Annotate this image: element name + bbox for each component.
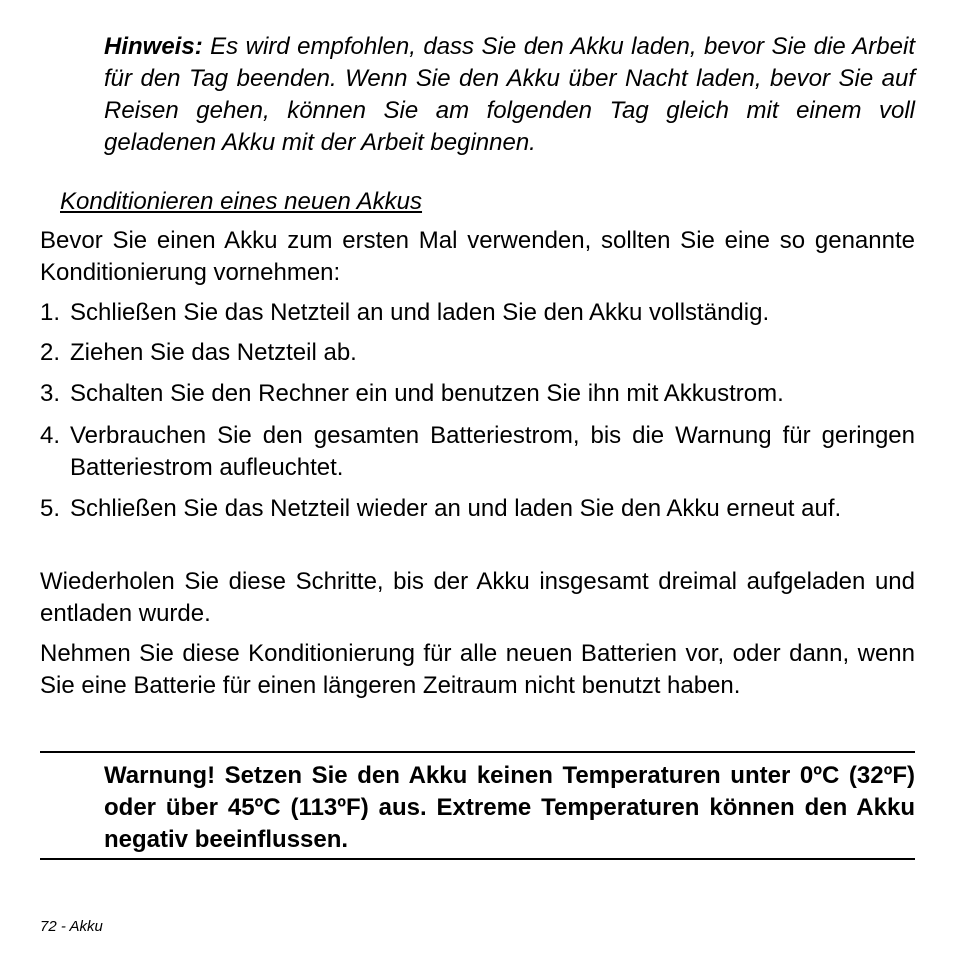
list-number: 4. <box>40 422 61 449</box>
list-item <box>40 297 915 329</box>
list-text: Schalten Sie den Rechner ein und benutzen Sie ihn mit Akkustrom. <box>70 380 784 407</box>
repeat-paragraph: Wiederholen Sie diese Schritte, bis der Akku insgesamt dreimal aufgeladen und entladen wurde. <box>40 568 915 627</box>
list-item <box>40 420 915 484</box>
list-item <box>40 378 915 410</box>
page-footer: 72 - Akku <box>40 918 103 935</box>
advice-paragraph: Nehmen Sie diese Konditionierung für alle neuen Batterien vor, oder dann, wenn Sie eine Batterie für einen längeren Zeitraum nicht benutzt haben. <box>40 640 915 699</box>
list-item <box>40 493 915 525</box>
list-number: 2. <box>40 339 61 366</box>
warning-text: Warnung! Setzen Sie den Akku keinen Temperaturen unter 0ºC (32ºF) oder über 45ºC (113ºF) aus. Extreme Temperaturen können den Akku negativ beeinflussen. <box>104 762 915 853</box>
list-text: Ziehen Sie das Netzteil ab. <box>70 339 357 366</box>
list-number: 5. <box>40 495 61 522</box>
list-text: Verbrauchen Sie den gesamten Batteriestrom, bis die Warnung für geringen Batteriestrom aufleuchtet. <box>70 422 915 481</box>
top-divider <box>40 751 915 753</box>
list-item <box>40 337 915 369</box>
list-text: Schließen Sie das Netzteil an und laden Sie den Akku vollständig. <box>70 299 770 326</box>
note-text: Es wird empfohlen, dass Sie den Akku laden, bevor Sie die Arbeit für den Tag beenden. Wenn Sie den Akku über Nacht laden, bevor Sie auf Reisen gehen, können Sie am folgenden Tag gleich mit einem voll geladenen Akku mit der Arbeit beginnen. <box>104 33 915 156</box>
section-heading: Konditionieren eines neuen Akkus <box>60 188 423 215</box>
list-text: Schließen Sie das Netzteil wieder an und laden Sie den Akku erneut auf. <box>70 495 842 522</box>
list-number: 3. <box>40 380 61 407</box>
intro-paragraph: Bevor Sie einen Akku zum ersten Mal verwenden, sollten Sie eine so genannte Konditionierung vornehmen: <box>40 227 915 286</box>
bottom-divider <box>40 858 915 860</box>
list-number: 1. <box>40 299 61 326</box>
note-block <box>104 31 915 159</box>
note-label: Hinweis: <box>104 33 203 60</box>
